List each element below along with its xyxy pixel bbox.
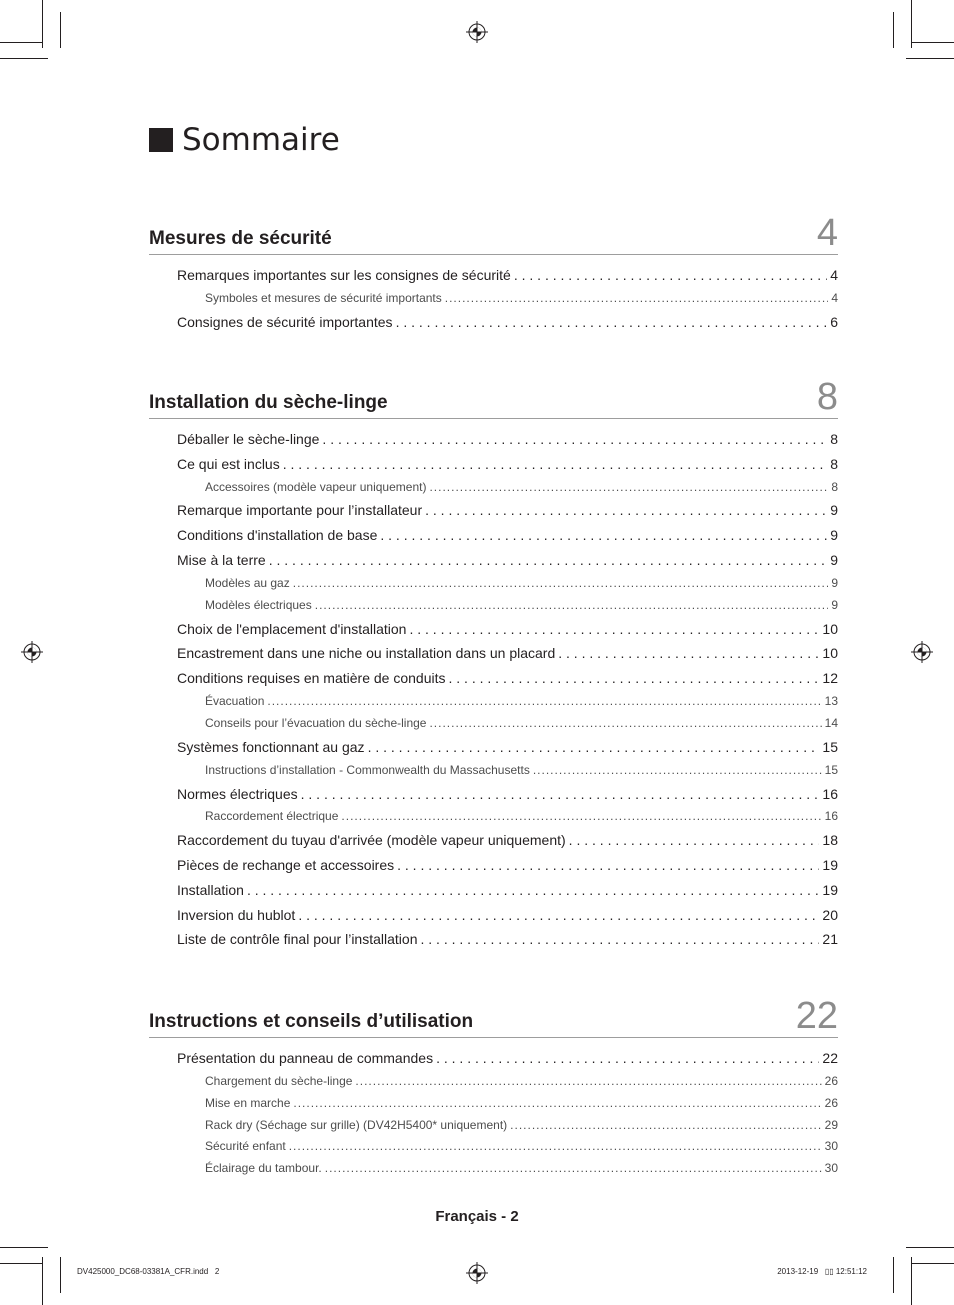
- toc-entry-label: Présentation du panneau de commandes: [177, 1050, 434, 1066]
- dot-leader: [449, 666, 820, 691]
- toc-entry-page: 30: [824, 1139, 838, 1154]
- toc-subentry[interactable]: [149, 288, 838, 310]
- registration-mark-icon: [911, 641, 933, 663]
- toc-entry[interactable]: [149, 263, 838, 288]
- toc-entry-page: 9: [831, 575, 838, 590]
- dot-leader: [533, 760, 822, 782]
- toc-subentry[interactable]: [149, 573, 838, 595]
- dot-leader: [436, 1046, 819, 1071]
- section-title[interactable]: Instructions et conseils d’utilisation: [149, 1011, 474, 1032]
- toc-entry-label: Encastrement dans une niche ou installation dans un placard: [177, 645, 556, 662]
- toc-entry-label: Normes électriques: [177, 785, 298, 802]
- file-slug: DV425000_DC68-03381A_CFR.indd 2: [77, 1267, 220, 1276]
- crop-mark: [0, 42, 42, 43]
- toc-entry-label: Systèmes fonctionnant au gaz: [177, 738, 365, 755]
- toc-entry-label: Raccordement du tuyau d'arrivée (modèle vapeur uniquement): [177, 832, 566, 849]
- toc-entry-label: Remarque importante pour l’installateur: [177, 502, 423, 519]
- toc-entry[interactable]: [149, 617, 838, 642]
- dot-leader: [293, 573, 829, 595]
- toc-subentry[interactable]: [149, 1115, 838, 1137]
- toc-entry-label: Modèles au gaz: [205, 575, 290, 590]
- dot-leader: [283, 452, 827, 477]
- dot-leader: [267, 691, 821, 713]
- section-title[interactable]: Mesures de sécurité: [149, 228, 332, 249]
- crop-mark: [893, 1257, 894, 1293]
- toc-entry-page: 10: [822, 620, 838, 637]
- crop-mark: [906, 1247, 954, 1248]
- dot-leader: [429, 477, 828, 499]
- toc-subentry[interactable]: [149, 1136, 838, 1158]
- date-slug: 2013-12-19 ▯▯ 12:51:12: [777, 1267, 867, 1276]
- crop-mark: [911, 1257, 912, 1305]
- toc-entry-label: Conseils pour l’évacuation du sèche-linge: [205, 715, 427, 730]
- dot-leader: [368, 735, 820, 760]
- toc-entry-label: Liste de contrôle final pour l’installation: [177, 931, 418, 948]
- toc-entry-label: Rack dry (Séchage sur grille) (DV42H5400* uniquement): [205, 1117, 508, 1132]
- toc-entries: [149, 263, 838, 334]
- toc-entry-page: 15: [822, 738, 838, 755]
- section-page-number: 22: [795, 995, 838, 1037]
- toc-entry-page: 10: [822, 645, 838, 662]
- toc-section-usage: [149, 997, 838, 1180]
- dot-leader: [315, 595, 829, 617]
- dot-leader: [409, 617, 819, 642]
- crop-mark: [912, 1263, 954, 1264]
- toc-entry-label: Déballer le sèche-linge: [177, 431, 320, 447]
- toc-entry-page: 29: [824, 1117, 838, 1132]
- dot-leader: [420, 927, 819, 952]
- toc-entry[interactable]: [149, 427, 838, 452]
- dot-leader: [325, 1158, 822, 1180]
- toc-entry[interactable]: [149, 853, 838, 878]
- toc-entry-label: Ce qui est inclus: [177, 455, 280, 472]
- page-footer-label: Français - 2: [435, 1208, 519, 1225]
- toc-entry-page: 8: [830, 455, 838, 472]
- toc-entry[interactable]: [149, 927, 838, 952]
- section-page-number: 8: [816, 376, 838, 418]
- registration-mark-icon: [466, 1262, 488, 1284]
- toc-entry[interactable]: [149, 878, 838, 903]
- toc-entry-page: 4: [830, 267, 838, 283]
- toc-entry-label: Instructions d’installation - Commonwealth du Massachusetts: [205, 762, 530, 777]
- dot-leader: [289, 1136, 822, 1158]
- section-title[interactable]: Installation du sèche-linge: [149, 392, 388, 413]
- toc-entry-page: 9: [831, 597, 838, 612]
- toc-subentry[interactable]: [149, 595, 838, 617]
- toc-entries: [149, 1046, 838, 1180]
- dot-leader: [396, 310, 828, 335]
- dot-leader: [425, 498, 827, 523]
- toc-entry-page: 30: [824, 1161, 838, 1176]
- toc-entry-page: 22: [822, 1050, 838, 1066]
- toc-entry-page: 26: [824, 1073, 838, 1088]
- toc-entry[interactable]: [149, 452, 838, 477]
- toc-entry[interactable]: [149, 523, 838, 548]
- registration-mark-icon: [466, 21, 488, 43]
- section-header: [149, 378, 838, 419]
- toc-entry-label: Accessoires (modèle vapeur uniquement): [205, 479, 427, 494]
- toc-section-installation: [149, 378, 838, 952]
- crop-mark: [911, 0, 912, 48]
- toc-entry-page: 9: [830, 527, 838, 544]
- dot-leader: [322, 427, 827, 452]
- toc-entry[interactable]: [149, 641, 838, 666]
- toc-entry-page: 8: [830, 431, 838, 447]
- toc-entry[interactable]: [149, 903, 838, 928]
- toc-entry-page: 15: [824, 762, 838, 777]
- dot-leader: [510, 1115, 821, 1137]
- crop-mark: [60, 1257, 61, 1293]
- toc-entry-label: Pièces de rechange et accessoires: [177, 857, 395, 873]
- dot-leader: [293, 1093, 821, 1115]
- toc-entry-page: 12: [822, 670, 838, 687]
- toc-subentry[interactable]: [149, 1093, 838, 1115]
- toc-entry-page: 26: [824, 1095, 838, 1110]
- toc-entry[interactable]: [149, 666, 838, 691]
- section-header: [149, 997, 838, 1038]
- page-title-text: Sommaire: [182, 122, 340, 158]
- toc-entry[interactable]: [149, 1046, 838, 1071]
- toc-entry-label: Conditions requises en matière de conduits: [177, 670, 446, 687]
- toc-entry-label: Éclairage du tambour.: [205, 1161, 322, 1176]
- dot-leader: [341, 806, 821, 828]
- toc-entry-label: Choix de l'emplacement d'installation: [177, 620, 407, 637]
- toc-entry-label: Raccordement électrique: [205, 809, 339, 824]
- crop-mark: [60, 12, 61, 48]
- dot-leader: [298, 903, 819, 928]
- toc-entry-page: 13: [824, 694, 838, 709]
- toc-entry-page: 6: [830, 313, 838, 330]
- toc-entry-page: 19: [822, 881, 838, 898]
- toc-subentry[interactable]: [149, 691, 838, 713]
- toc-entry-label: Modèles électriques: [205, 597, 312, 612]
- toc-entry[interactable]: [149, 548, 838, 573]
- toc-entry-label: Évacuation: [205, 694, 265, 709]
- crop-mark: [42, 1257, 43, 1305]
- toc-entry-label: Inversion du hublot: [177, 906, 296, 923]
- toc-entry[interactable]: [149, 735, 838, 760]
- toc-entry[interactable]: [149, 310, 838, 335]
- dot-leader: [514, 263, 827, 288]
- toc-entry-page: 20: [822, 906, 838, 923]
- toc-entry-page: 8: [831, 479, 838, 494]
- section-header: [149, 214, 838, 255]
- dot-leader: [569, 828, 820, 853]
- toc-subentry[interactable]: [149, 1071, 838, 1093]
- crop-mark: [0, 1247, 48, 1248]
- dot-leader: [397, 853, 819, 878]
- toc-entry[interactable]: [149, 782, 838, 807]
- toc-entry-label: Symboles et mesures de sécurité importants: [205, 290, 442, 305]
- toc-subentry[interactable]: [149, 806, 838, 828]
- toc-subentry[interactable]: [149, 1158, 838, 1180]
- toc-entry-page: 9: [830, 502, 838, 519]
- toc-entry-page: 16: [822, 785, 838, 802]
- crop-mark: [0, 58, 48, 59]
- title-square-icon: [149, 128, 173, 152]
- toc-entry-label: Consignes de sécurité importantes: [177, 313, 393, 330]
- toc-subentry[interactable]: [149, 760, 838, 782]
- dot-leader: [558, 641, 819, 666]
- toc-entry-label: Chargement du sèche-linge: [205, 1073, 353, 1088]
- toc-entry-page: 14: [824, 715, 838, 730]
- dot-leader: [269, 548, 828, 573]
- toc-entry[interactable]: [149, 498, 838, 523]
- crop-mark: [893, 12, 894, 48]
- registration-mark-icon: [21, 641, 43, 663]
- crop-mark: [42, 0, 43, 48]
- toc-subentry[interactable]: [149, 713, 838, 735]
- dot-leader: [355, 1071, 821, 1093]
- crop-mark: [906, 58, 954, 59]
- toc-entry-page: 9: [830, 552, 838, 569]
- toc-entries: [149, 427, 838, 952]
- dot-leader: [301, 782, 820, 807]
- dot-leader: [247, 878, 819, 903]
- dot-leader: [445, 288, 829, 310]
- crop-mark: [912, 42, 954, 43]
- toc-entry[interactable]: [149, 828, 838, 853]
- toc-entry-page: 4: [831, 290, 838, 305]
- toc-entry-page: 21: [822, 931, 838, 948]
- toc-entry-label: Mise à la terre: [177, 552, 266, 569]
- crop-mark: [0, 1263, 42, 1264]
- section-page-number: 4: [816, 212, 838, 254]
- page-title: [149, 120, 340, 160]
- toc-entry-label: Sécurité enfant: [205, 1139, 286, 1154]
- toc-section-safety: [149, 214, 838, 334]
- toc-entry-page: 19: [822, 857, 838, 873]
- toc-entry-label: Installation: [177, 881, 244, 898]
- dot-leader: [429, 713, 821, 735]
- toc-entry-label: Remarques importantes sur les consignes de sécurité: [177, 267, 511, 283]
- toc-entry-page: 16: [824, 809, 838, 824]
- toc-entry-label: Conditions d'installation de base: [177, 527, 378, 544]
- toc-subentry[interactable]: [149, 477, 838, 499]
- toc-entry-page: 18: [822, 832, 838, 849]
- toc-entry-label: Mise en marche: [205, 1095, 291, 1110]
- dot-leader: [380, 523, 827, 548]
